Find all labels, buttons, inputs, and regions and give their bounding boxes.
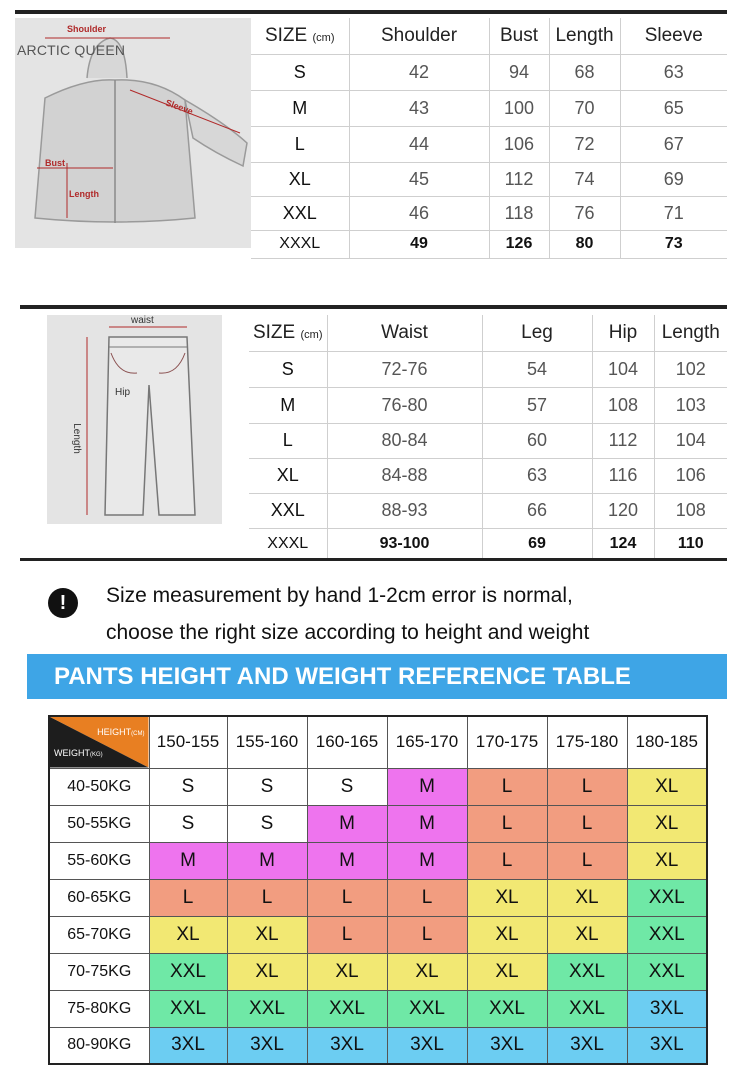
exclamation-icon: ! [48, 588, 78, 618]
value-cell: 42 [349, 54, 489, 90]
table-row [49, 842, 707, 879]
jacket-size-table [251, 18, 727, 259]
size-recommendation-cell: L [307, 879, 387, 916]
pants-col-header: Waist [327, 315, 482, 351]
size-cell: L [249, 423, 327, 458]
height-header: 165-170 [387, 716, 467, 768]
table-row [49, 953, 707, 990]
value-cell: 80-84 [327, 423, 482, 458]
size-recommendation-cell: S [307, 768, 387, 805]
size-recommendation-cell: L [227, 879, 307, 916]
size-recommendation-cell: S [227, 805, 307, 842]
sleeve-label: Sleeve [164, 97, 195, 117]
value-cell: 104 [654, 423, 727, 458]
table-row [249, 458, 727, 493]
size-cell: L [251, 126, 349, 162]
weight-label: 50-55KG [49, 805, 149, 842]
value-cell: 71 [620, 196, 727, 230]
weight-label: 75-80KG [49, 990, 149, 1027]
table-row [251, 54, 727, 90]
size-recommendation-cell: XXL [227, 990, 307, 1027]
size-recommendation-cell: XXL [547, 990, 627, 1027]
value-cell: 93-100 [327, 528, 482, 559]
value-cell: 80 [549, 230, 620, 258]
size-recommendation-cell: XXL [149, 990, 227, 1027]
value-cell: 104 [592, 351, 654, 387]
size-recommendation-cell: XL [149, 916, 227, 953]
corner-cell [49, 716, 149, 768]
size-recommendation-cell: XXL [467, 990, 547, 1027]
value-cell: 70 [549, 90, 620, 126]
weight-label: 65-70KG [49, 916, 149, 953]
value-cell: 69 [620, 162, 727, 196]
table-row [49, 1027, 707, 1064]
table-row [251, 196, 727, 230]
value-cell: 69 [482, 528, 592, 559]
table-row [49, 805, 707, 842]
value-cell: 120 [592, 493, 654, 528]
value-cell: 112 [592, 423, 654, 458]
table-row [249, 351, 727, 387]
table-row [251, 126, 727, 162]
size-recommendation-cell: L [307, 916, 387, 953]
value-cell: 124 [592, 528, 654, 559]
table-row [49, 916, 707, 953]
value-cell: 74 [549, 162, 620, 196]
size-recommendation-cell: M [227, 842, 307, 879]
jacket-col-header: Shoulder [349, 18, 489, 54]
height-header: 150-155 [149, 716, 227, 768]
value-cell: 103 [654, 387, 727, 423]
size-recommendation-cell: XXL [307, 990, 387, 1027]
value-cell: 108 [592, 387, 654, 423]
height-weight-reference-table [48, 715, 708, 1065]
value-cell: 110 [654, 528, 727, 559]
size-cell: M [249, 387, 327, 423]
value-cell: 116 [592, 458, 654, 493]
size-recommendation-cell: 3XL [307, 1027, 387, 1064]
value-cell: 106 [489, 126, 549, 162]
size-recommendation-cell: XL [547, 916, 627, 953]
size-recommendation-cell: S [227, 768, 307, 805]
size-recommendation-cell: 3XL [149, 1027, 227, 1064]
value-cell: 63 [482, 458, 592, 493]
value-cell: 73 [620, 230, 727, 258]
size-recommendation-cell: XL [307, 953, 387, 990]
size-recommendation-cell: 3XL [547, 1027, 627, 1064]
size-recommendation-cell: XXL [387, 990, 467, 1027]
weight-label: 70-75KG [49, 953, 149, 990]
height-header-row [49, 716, 707, 768]
size-recommendation-cell: L [387, 916, 467, 953]
size-recommendation-cell: XXL [627, 879, 707, 916]
hip-label: Hip [115, 387, 131, 398]
size-cell: XXXL [251, 230, 349, 258]
size-recommendation-cell: L [467, 805, 547, 842]
value-cell: 106 [654, 458, 727, 493]
size-recommendation-cell: L [547, 768, 627, 805]
size-recommendation-cell: L [547, 842, 627, 879]
reference-banner: PANTS HEIGHT AND WEIGHT REFERENCE TABLE [27, 654, 727, 699]
height-header: 155-160 [227, 716, 307, 768]
height-header: 160-165 [307, 716, 387, 768]
jacket-measurement-image [15, 18, 251, 248]
size-recommendation-cell: 3XL [387, 1027, 467, 1064]
table-row [249, 528, 727, 559]
size-recommendation-cell: XXL [149, 953, 227, 990]
value-cell: 118 [489, 196, 549, 230]
corner-diagonal-graphic [50, 717, 149, 768]
size-cell: XL [251, 162, 349, 196]
value-cell: 126 [489, 230, 549, 258]
pants-header-row [249, 315, 727, 351]
value-cell: 112 [489, 162, 549, 196]
table-row [251, 90, 727, 126]
corner-weight-label: WEIGHT(KG) [54, 747, 103, 758]
value-cell: 63 [620, 54, 727, 90]
size-recommendation-cell: M [307, 842, 387, 879]
pants-col-header: Leg [482, 315, 592, 351]
top-divider [15, 10, 727, 14]
size-recommendation-cell: M [387, 805, 467, 842]
table-row [251, 162, 727, 196]
pants-measurement-image [47, 315, 222, 524]
value-cell: 68 [549, 54, 620, 90]
pants-illustration [47, 315, 222, 524]
size-recommendation-cell: L [149, 879, 227, 916]
weight-label: 80-90KG [49, 1027, 149, 1064]
size-cell: XL [249, 458, 327, 493]
value-cell: 76 [549, 196, 620, 230]
table-row [249, 493, 727, 528]
size-recommendation-cell: XXL [547, 953, 627, 990]
lower-divider [20, 558, 727, 561]
waist-label: waist [131, 315, 154, 326]
value-cell: 60 [482, 423, 592, 458]
height-header: 175-180 [547, 716, 627, 768]
bust-label: Bust [45, 158, 65, 168]
weight-label: 60-65KG [49, 879, 149, 916]
size-recommendation-cell: 3XL [467, 1027, 547, 1064]
value-cell: 84-88 [327, 458, 482, 493]
size-recommendation-cell: M [149, 842, 227, 879]
value-cell: 72-76 [327, 351, 482, 387]
value-cell: 67 [620, 126, 727, 162]
middle-divider [20, 305, 727, 309]
size-recommendation-cell: XL [627, 768, 707, 805]
pants-col-header: Length [654, 315, 727, 351]
size-cell: XXXL [249, 528, 327, 559]
corner-height-label: HEIGHT(CM) [97, 727, 145, 737]
weight-label: 55-60KG [49, 842, 149, 879]
value-cell: 88-93 [327, 493, 482, 528]
size-recommendation-cell: L [467, 768, 547, 805]
size-cell: S [251, 54, 349, 90]
weight-label: 40-50KG [49, 768, 149, 805]
size-recommendation-cell: 3XL [227, 1027, 307, 1064]
value-cell: 49 [349, 230, 489, 258]
jacket-header-row [251, 18, 727, 54]
size-recommendation-cell: XL [627, 842, 707, 879]
pants-size-table [249, 315, 727, 560]
brand-name: ARCTIC QUEEN [17, 42, 126, 58]
table-row [49, 879, 707, 916]
size-recommendation-cell: M [387, 842, 467, 879]
pants-size-header: SIZE (cm) [249, 315, 327, 351]
size-recommendation-cell: 3XL [627, 1027, 707, 1064]
value-cell: 72 [549, 126, 620, 162]
size-recommendation-cell: S [149, 768, 227, 805]
table-row [249, 387, 727, 423]
shoulder-label: Shoulder [67, 24, 107, 34]
size-recommendation-cell: XL [467, 879, 547, 916]
size-cell: XXL [251, 196, 349, 230]
size-recommendation-cell: M [307, 805, 387, 842]
size-cell: XXL [249, 493, 327, 528]
size-recommendation-cell: M [387, 768, 467, 805]
size-recommendation-cell: XL [227, 916, 307, 953]
value-cell: 108 [654, 493, 727, 528]
size-recommendation-cell: XL [467, 953, 547, 990]
size-recommendation-cell: L [547, 805, 627, 842]
size-recommendation-cell: XL [467, 916, 547, 953]
jacket-col-header: Sleeve [620, 18, 727, 54]
value-cell: 45 [349, 162, 489, 196]
height-header: 180-185 [627, 716, 707, 768]
value-cell: 43 [349, 90, 489, 126]
height-header: 170-175 [467, 716, 547, 768]
value-cell: 66 [482, 493, 592, 528]
size-recommendation-cell: XL [627, 805, 707, 842]
value-cell: 102 [654, 351, 727, 387]
note-line-1: Size measurement by hand 1-2cm error is normal, [106, 584, 573, 607]
size-recommendation-cell: L [467, 842, 547, 879]
jacket-col-header: Length [549, 18, 620, 54]
size-recommendation-cell: XL [547, 879, 627, 916]
size-recommendation-cell: XL [227, 953, 307, 990]
size-cell: S [249, 351, 327, 387]
length-label: Length [70, 423, 82, 454]
table-row [251, 230, 727, 258]
size-recommendation-cell: XXL [627, 916, 707, 953]
table-row [49, 768, 707, 805]
size-recommendation-cell: XL [387, 953, 467, 990]
table-row [49, 990, 707, 1027]
value-cell: 100 [489, 90, 549, 126]
jacket-col-header: Bust [489, 18, 549, 54]
table-row [249, 423, 727, 458]
value-cell: 65 [620, 90, 727, 126]
value-cell: 46 [349, 196, 489, 230]
note-line-2: choose the right size according to height and weight [106, 621, 590, 644]
jacket-size-header: SIZE (cm) [251, 18, 349, 54]
size-recommendation-cell: 3XL [627, 990, 707, 1027]
size-recommendation-cell: XXL [627, 953, 707, 990]
length-label: Length [69, 189, 99, 199]
pants-col-header: Hip [592, 315, 654, 351]
value-cell: 44 [349, 126, 489, 162]
size-recommendation-cell: S [149, 805, 227, 842]
value-cell: 76-80 [327, 387, 482, 423]
size-cell: M [251, 90, 349, 126]
value-cell: 54 [482, 351, 592, 387]
reference-body [49, 768, 707, 1064]
size-recommendation-cell: L [387, 879, 467, 916]
value-cell: 94 [489, 54, 549, 90]
value-cell: 57 [482, 387, 592, 423]
